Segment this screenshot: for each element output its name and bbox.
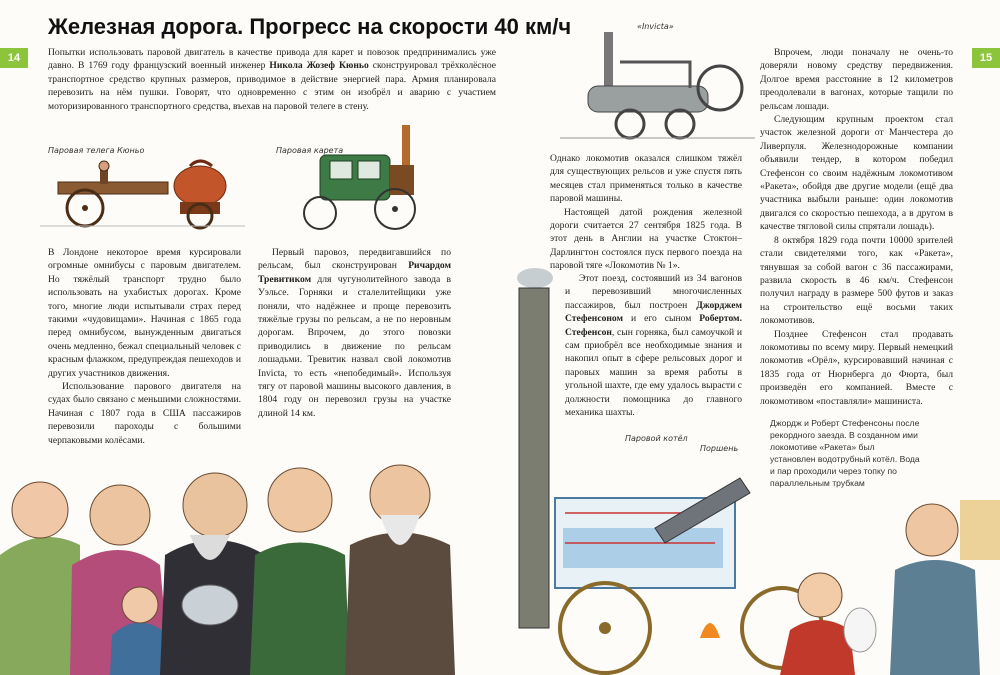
intro-text-1: Попытки использовать паровой двигатель в качестве привода для карет и повозок предпринимались уже давно. В 1769 году французский военный инженер [48, 47, 496, 72]
col3-paragraph-2: Настоящей датой рождения железной дороги считается 27 сентября 1825 года. В этот день в Англии на участке Стоктон–Дарлингтон состоялся пуск первого поезда на паровой тяге «Локомотив № 1». [550, 206, 742, 272]
col4-paragraph-4: Позднее Стефенсон стал продавать локомотивы по всему миру. Первый немецкий локомотив «Орёл», курсировавший начиная с 1835 года от Нюрнберга до Фюрта, был произведён его компанией. Вместе с локомотивом «поставляли» машиниста. [760, 328, 953, 407]
col3-paragraph-1: Однако локомотив оказался слишком тяжёл для существующих рельсов и уже спустя пять месяцев стал применяться только в качестве паровой машины. [550, 153, 742, 205]
col1-paragraph-2: Использование парового двигателя на судах было связано с меньшими сложностями. Начиная с 1807 года в США пассажиров перевозили пароходы с большими черпаковыми колёсами. [48, 381, 241, 446]
col3-text-a: Этот поезд, состоявший из 34 вагонов и перевозивший многочисленных пассажиров, был построен [565, 273, 742, 311]
intro-bold-cugnot: Никола Жозеф Кюньо [269, 60, 369, 72]
caption-boiler: Паровой котёл [625, 434, 688, 443]
caption-stephensons: Джордж и Роберт Стефенсоны после рекордного заезда. В созданном ими локомотиве «Ракета» был установлен водотрубный котёл. Вода и пар проходили через топку по параллельным трубкам [770, 418, 920, 488]
rocket-locomotive-illustration [505, 268, 755, 675]
col3-bold-robert: Робертом. Стефенсон [565, 313, 742, 338]
caption-cugnot: Паровая телега Кюньо [48, 146, 145, 155]
page-title: Железная дорога. Прогресс на скорости 40 км/ч [48, 14, 572, 39]
col4-paragraph-3: 8 октября 1829 года почти 10000 зрителей стали свидетелями того, как «Ракета», тянувшая за собой вагон с 36 пассажирами, развила скорость в 46 км/ч. Стефенсон получил награду в размере 500 футов и заказ на строительство ещё восьми таких локомотивов. [760, 234, 953, 327]
caption-carriage: Паровая карета [276, 146, 344, 155]
intro-text-2: сконструировал трёхколёсное транспортное средство крупных размеров, приводимое в действие энергией пара. Армия планировала перевозить на нём пушки. Говорят, что одновременно с этим он изобрёл и аварию с участием моторизированного транспортного средства, въехав на паровой телеге в стену. [48, 60, 496, 112]
col4-paragraph-2: Следующим крупным проектом стал участок железной дороги от Манчестера до Ливерпуля. Железнодорожные компании объявили тендер, в котором победил Стефенсон со своим надёжным локомотивом «Ракета», обойдя две другие модели (ещё два участника выбыли раньше: один локомотив двигался со скоростью пешехода, а в другом в качестве тягловой силы спрятали лошадь). [760, 114, 953, 233]
col3-text-b: и его сыном [623, 313, 700, 325]
col2-text-2: для чугунолитейного завода в Уэльсе. Горняки и сталелитейщики уже поняли, что надёжнее и проще перевозить тяжёлые грузы по рельсам, а не по неровным дорогам. Впрочем, до этого повозки приводились в движение по рельсам лошадьми. Тревитик назвал свой локомотив Invicta, то есть «непобедимый». Используя тягу от паровой машины высокого давления, в 1804 году он перевозил грузы на участке длиной 14 км. [258, 273, 451, 419]
inventors-group-illustration [0, 405, 505, 675]
intro-paragraph [48, 46, 496, 113]
column-2 [258, 246, 451, 420]
col2-text-1: Первый паровоз, передвигавшийся по рельсам, был сконструирован [258, 247, 451, 272]
spectators-illustration [720, 500, 1000, 675]
column-3 [550, 152, 742, 273]
caption-invicta: «Invicta» [637, 22, 674, 31]
steam-carriage-illustration [290, 125, 430, 235]
page-number-right: 15 [972, 48, 1000, 68]
invicta-locomotive-illustration [560, 32, 755, 140]
page-number-left: 14 [0, 48, 28, 68]
col3-text-c: , сын горняка, был самоучкой и сам приобрёл все необходимые знания и накопил опыт в сфере рельсовых дорог и паровых машин за время работы в угольной шахте, где ему удалось вырасти с должности помощника до главного механика шахты. [565, 326, 742, 419]
col2-bold-trevithick: Ричардом Тревитиком [258, 260, 451, 285]
cugnot-wagon-illustration [40, 156, 245, 231]
caption-piston: Поршень [700, 444, 739, 453]
col4-paragraph-1: Впрочем, люди поначалу не очень-то доверяли новому средству передвижения. Долгое время расстояние в 12 километров преодолевали в вагонах, которые тащили по рельсам лошади. [760, 47, 953, 112]
col3-bold-george: Джорджем Стефенсоном [565, 299, 742, 325]
col1-paragraph-1: В Лондоне некоторое время курсировали огромные омнибусы с паровым двигателем. Но тяжёлый транспорт трудно было использовать на ухабистых дорогах. Кроме того, многие люди испытывали страх перед такими «чудовищами». Начиная с 1865 года перед омнибусом, вынужденным двигаться очень медленно, бежал специальный человек с красным флажком, предупреждая пешеходов и других участников движения. [48, 247, 241, 379]
column-4 [760, 46, 953, 408]
